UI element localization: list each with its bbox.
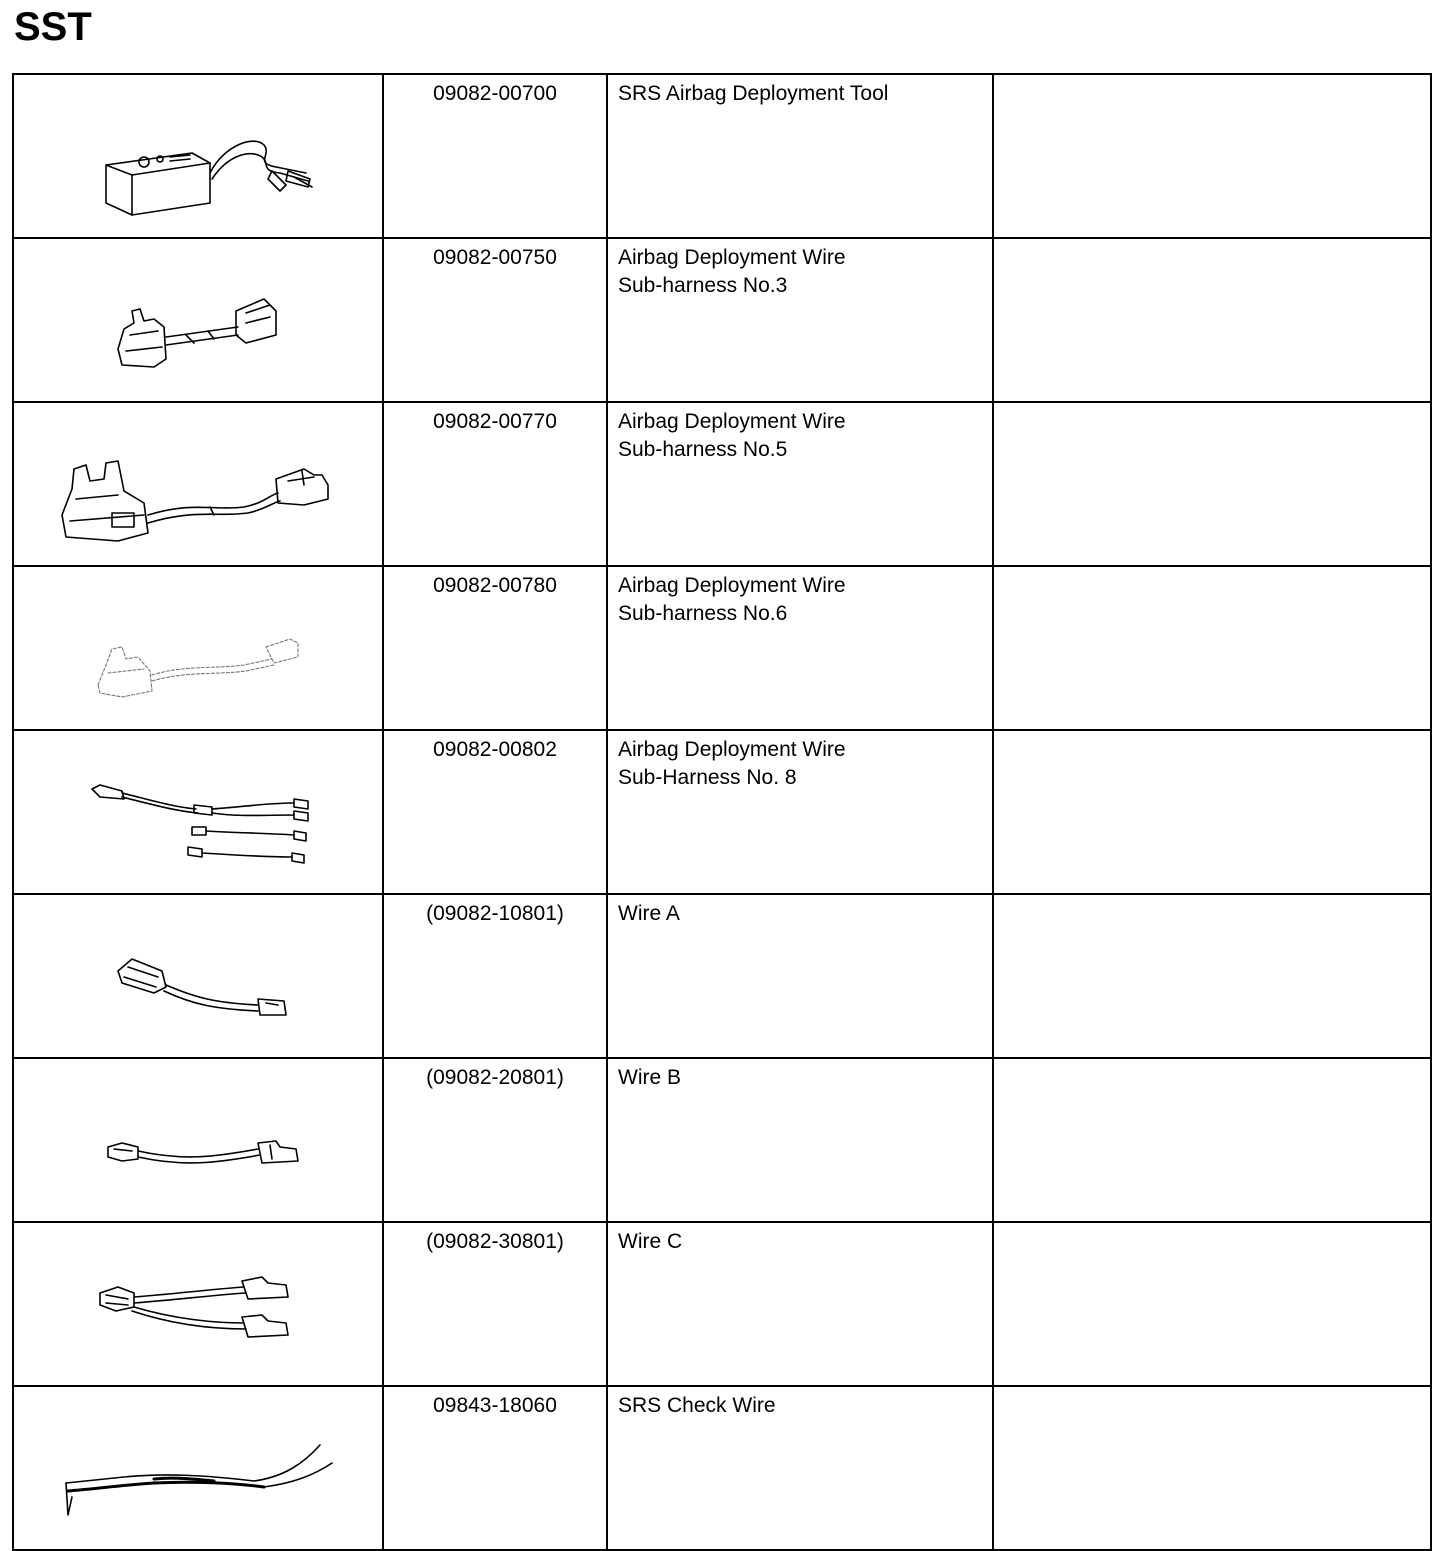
deployment-tool-illustration (14, 75, 384, 232)
table-row (13, 566, 1431, 730)
notes-cell (993, 1058, 1431, 1222)
notes-cell (993, 402, 1431, 566)
part-number: 09082-00802 (383, 730, 607, 894)
illustration-cell (13, 238, 383, 402)
tool-name (607, 402, 993, 566)
wire-b-illustration (14, 1059, 384, 1216)
tool-name (607, 1222, 993, 1386)
part-number: (09082-30801) (383, 1222, 607, 1386)
tool-name (607, 894, 993, 1058)
notes-cell (993, 1222, 1431, 1386)
part-number: 09843-18060 (383, 1386, 607, 1550)
table-row (13, 894, 1431, 1058)
table-row (13, 238, 1431, 402)
srs-check-wire-illustration (14, 1387, 384, 1544)
tool-name-line: Airbag Deployment Wire (618, 246, 846, 269)
part-number: (09082-20801) (383, 1058, 607, 1222)
table-row (13, 1222, 1431, 1386)
illustration-cell (13, 1386, 383, 1550)
part-number: 09082-00780 (383, 566, 607, 730)
tool-name-line: Wire A (618, 902, 680, 925)
table-row (13, 402, 1431, 566)
tool-name-line: Airbag Deployment Wire (618, 410, 846, 433)
table-row (13, 74, 1431, 238)
part-number: 09082-00700 (383, 74, 607, 238)
illustration-cell (13, 566, 383, 730)
illustration-cell (13, 1058, 383, 1222)
tool-name (607, 730, 993, 894)
tool-name-line: Sub-Harness No. 8 (618, 766, 797, 789)
sub-harness-no3-illustration (14, 239, 384, 396)
page-title: SST (14, 5, 92, 49)
notes-cell (993, 730, 1431, 894)
notes-cell (993, 1386, 1431, 1550)
illustration-cell (13, 1222, 383, 1386)
table-row (13, 1386, 1431, 1550)
notes-cell (993, 238, 1431, 402)
tool-name-line: SRS Airbag Deployment Tool (618, 82, 889, 105)
part-number: 09082-00750 (383, 238, 607, 402)
sub-harness-no6-illustration (14, 567, 384, 724)
notes-cell (993, 566, 1431, 730)
sub-harness-no5-illustration (14, 403, 384, 560)
table-row (13, 730, 1431, 894)
tool-name-line: Sub-harness No.3 (618, 274, 788, 297)
tool-name-line: Wire C (618, 1230, 683, 1253)
illustration-cell (13, 402, 383, 566)
tool-name-line: Sub-harness No.5 (618, 438, 788, 461)
illustration-cell (13, 894, 383, 1058)
tool-name-line: Airbag Deployment Wire (618, 738, 846, 761)
notes-cell (993, 74, 1431, 238)
tool-name-line: Wire B (618, 1066, 681, 1089)
tool-name (607, 566, 993, 730)
part-number: 09082-00770 (383, 402, 607, 566)
sub-harness-no8-illustration (14, 731, 384, 888)
tool-name (607, 74, 993, 238)
sst-table (12, 73, 1432, 1551)
tool-name-line: Airbag Deployment Wire (618, 574, 846, 597)
notes-cell (993, 894, 1431, 1058)
tool-name-line: Sub-harness No.6 (618, 602, 788, 625)
part-number: (09082-10801) (383, 894, 607, 1058)
wire-a-illustration (14, 895, 384, 1052)
illustration-cell (13, 730, 383, 894)
wire-c-illustration (14, 1223, 384, 1380)
tool-name-line: SRS Check Wire (618, 1394, 776, 1417)
tool-name (607, 238, 993, 402)
table-row (13, 1058, 1431, 1222)
tool-name (607, 1386, 993, 1550)
tool-name (607, 1058, 993, 1222)
illustration-cell (13, 74, 383, 238)
